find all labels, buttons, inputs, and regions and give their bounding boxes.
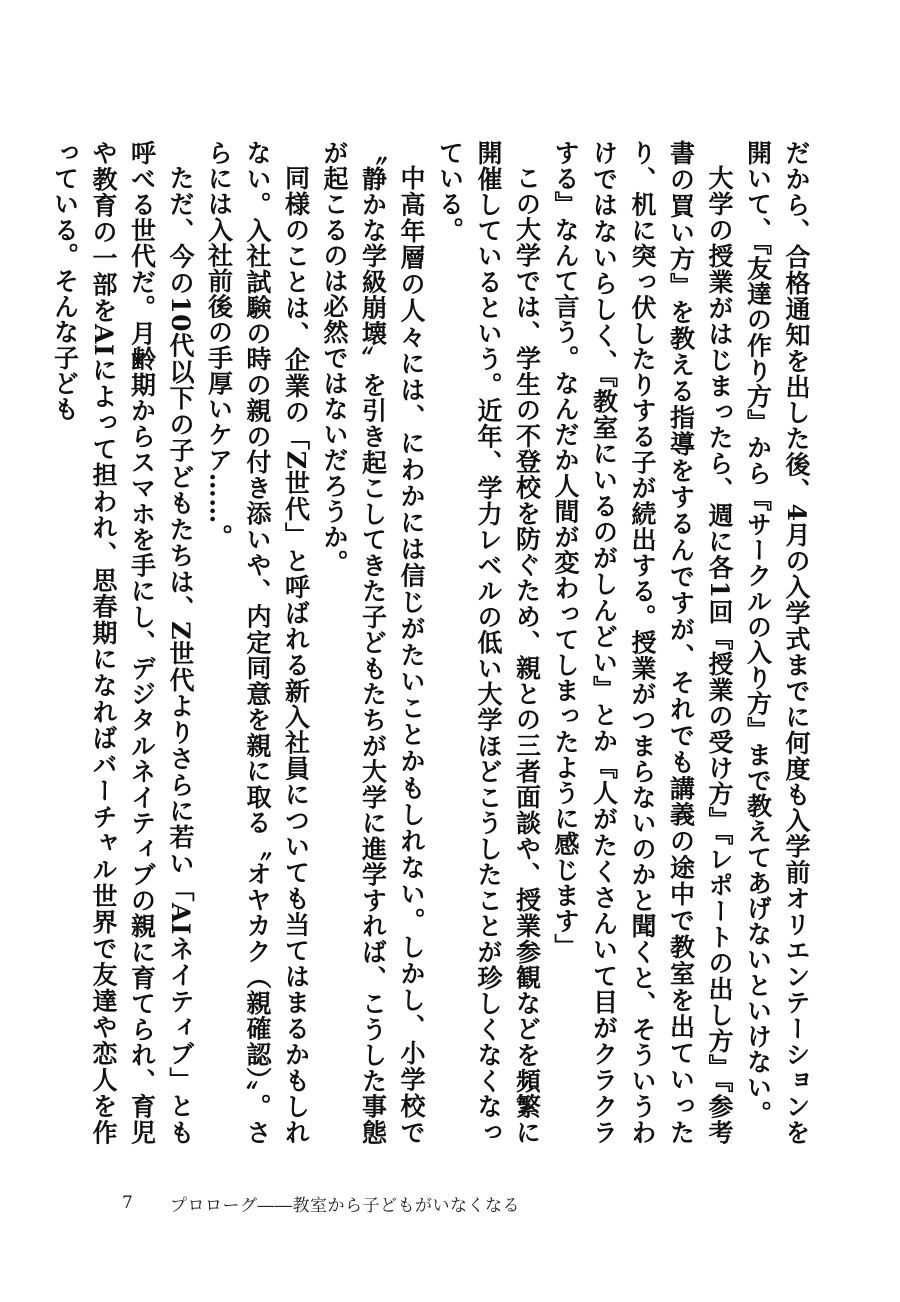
paragraph: この大学では、学生の不登校を防ぐため、親との三者面談や、授業参観などを頻繁に開催しているという。近年、学力レベルの低い大学ほどこうしたことが珍しくなくなっている。 (435, 140, 542, 1145)
page-number: 7 (122, 1193, 133, 1213)
paragraph: 中高年層の人々には、にわかには信じがたいことかもしれない。しかし、小学校で〝静かな学級崩壊〟を引き起こしてきた子どもたちが大学に進学すれば、こうした事態が起こるのは必然ではないだろうか。 (320, 140, 426, 1145)
paragraph: だから、合格通知を出した後、4月の入学式までに何度も入学前オリエンテーションを開いて、『友達の作り方』から『サークルの入り方』まで教えてあげないといけない。 (743, 140, 811, 1145)
paragraph: 同様のことは、企業の「Z世代」と呼ばれる新入社員についても当てはまるかもしれない。入社試験の時の親の付き添いや、内定同意を親に取る〝オヤカク（親確認）〟。さらには入社前後の手厚いケア……。 (204, 140, 311, 1145)
running-head: プロローグ――教室から子どもがいなくなる (170, 1195, 520, 1216)
page-footer (122, 1188, 520, 1218)
paragraph: ただ、今の10代以下の子どもたちは、Z世代よりさらに若い「AIネイティブ」とも呼べる世代だ。月齢期からスマホを手にし、デジタルネイティブの親に育てられ、育児や教育の一部をAIによって担われ、思春期になればバーチャル世界で友達や恋人を作っている。そんな子ども (50, 140, 195, 1145)
paragraph: 大学の授業がはじまったら、週に各1回『授業の受け方』『レポートの出し方』『参考書の買い方』を教える指導をするんですが、それでも講義の途中で教室を出ていったり、机に突っ伏したりする子が続出する。授業がつまらないのかと聞くと、そういうわけではないらしく、『教室にいるのがしんどい』とか『人がたくさんいて目がクラクラする』なんて言う。なんだか人間が変わってしまったように感じます」 (551, 140, 734, 1145)
body-text (50, 140, 815, 1145)
